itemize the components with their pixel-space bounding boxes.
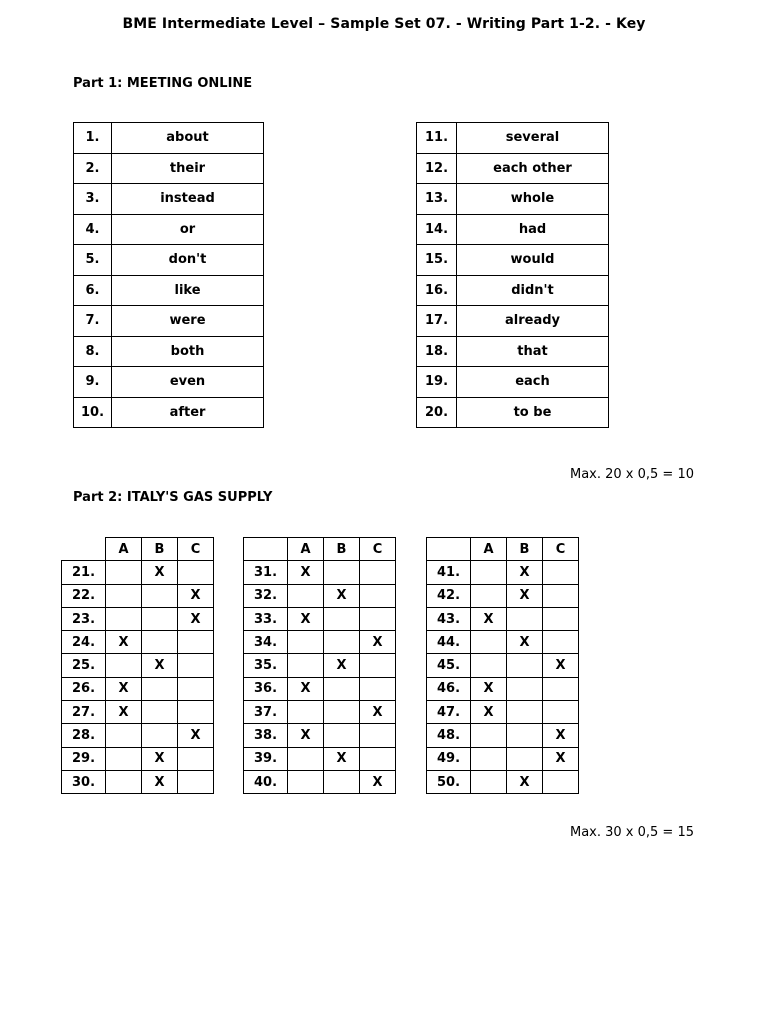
option-cell-b bbox=[507, 677, 543, 700]
option-cell-a bbox=[471, 584, 507, 607]
option-cell-b bbox=[507, 747, 543, 770]
option-cell-a bbox=[288, 631, 324, 654]
answer-row bbox=[62, 677, 214, 700]
option-cell-b bbox=[507, 607, 543, 630]
item-number: 11. bbox=[417, 123, 457, 154]
item-number: 2. bbox=[74, 153, 112, 184]
option-cell-c bbox=[360, 724, 396, 747]
option-cell-c bbox=[360, 561, 396, 584]
grid-header-row bbox=[62, 538, 214, 561]
option-cell-a bbox=[106, 607, 142, 630]
part2-answer-grid-2 bbox=[243, 537, 396, 794]
option-cell-a: X bbox=[471, 677, 507, 700]
item-number: 43. bbox=[427, 607, 471, 630]
option-cell-c bbox=[360, 584, 396, 607]
option-cell-c: X bbox=[178, 584, 214, 607]
item-number: 40. bbox=[244, 770, 288, 793]
part1-max-score: Max. 20 x 0,5 = 10 bbox=[569, 467, 694, 482]
option-cell-b bbox=[507, 724, 543, 747]
answer-row bbox=[62, 747, 214, 770]
answer-row bbox=[62, 724, 214, 747]
answer-row bbox=[74, 184, 264, 215]
option-header: C bbox=[543, 538, 579, 561]
option-header: A bbox=[471, 538, 507, 561]
grid-corner-cell bbox=[62, 538, 106, 561]
document-title: BME Intermediate Level – Sample Set 07. - Writing Part 1-2. - Key bbox=[122, 16, 646, 32]
item-number: 14. bbox=[417, 214, 457, 245]
option-cell-b: X bbox=[507, 561, 543, 584]
option-cell-a bbox=[106, 724, 142, 747]
answer-word: their bbox=[112, 153, 264, 184]
answer-row bbox=[74, 153, 264, 184]
option-cell-b: X bbox=[324, 654, 360, 677]
item-number: 28. bbox=[62, 724, 106, 747]
item-number: 49. bbox=[427, 747, 471, 770]
item-number: 32. bbox=[244, 584, 288, 607]
option-cell-b: X bbox=[142, 654, 178, 677]
answer-row bbox=[427, 561, 579, 584]
answer-row bbox=[417, 123, 609, 154]
answer-row bbox=[74, 245, 264, 276]
option-cell-c bbox=[178, 770, 214, 793]
item-number: 46. bbox=[427, 677, 471, 700]
answer-row bbox=[62, 584, 214, 607]
option-cell-a bbox=[471, 631, 507, 654]
option-cell-c bbox=[360, 654, 396, 677]
option-cell-c: X bbox=[360, 770, 396, 793]
option-cell-a bbox=[106, 654, 142, 677]
option-cell-b bbox=[324, 677, 360, 700]
option-cell-c bbox=[543, 607, 579, 630]
option-cell-a: X bbox=[106, 677, 142, 700]
item-number: 19. bbox=[417, 367, 457, 398]
option-cell-a: X bbox=[471, 607, 507, 630]
option-cell-b bbox=[142, 631, 178, 654]
option-cell-b: X bbox=[142, 770, 178, 793]
answer-word: several bbox=[457, 123, 609, 154]
answer-word: instead bbox=[112, 184, 264, 215]
answer-word: or bbox=[112, 214, 264, 245]
option-cell-c bbox=[360, 607, 396, 630]
option-cell-c bbox=[178, 654, 214, 677]
item-number: 30. bbox=[62, 770, 106, 793]
option-cell-a bbox=[288, 770, 324, 793]
item-number: 36. bbox=[244, 677, 288, 700]
answer-row bbox=[417, 275, 609, 306]
option-cell-b bbox=[324, 770, 360, 793]
part1-answer-table-left bbox=[73, 122, 264, 428]
item-number: 35. bbox=[244, 654, 288, 677]
option-cell-b: X bbox=[507, 770, 543, 793]
option-cell-c bbox=[178, 561, 214, 584]
item-number: 8. bbox=[74, 336, 112, 367]
item-number: 37. bbox=[244, 701, 288, 724]
answer-row bbox=[62, 607, 214, 630]
option-cell-b: X bbox=[142, 561, 178, 584]
item-number: 17. bbox=[417, 306, 457, 337]
option-cell-a bbox=[471, 654, 507, 677]
item-number: 20. bbox=[417, 397, 457, 428]
option-cell-c bbox=[178, 747, 214, 770]
answer-row bbox=[244, 654, 396, 677]
option-cell-c: X bbox=[178, 724, 214, 747]
option-cell-a bbox=[288, 654, 324, 677]
answer-word: to be bbox=[457, 397, 609, 428]
answer-row bbox=[74, 123, 264, 154]
answer-row bbox=[417, 367, 609, 398]
item-number: 48. bbox=[427, 724, 471, 747]
option-cell-b bbox=[324, 561, 360, 584]
item-number: 34. bbox=[244, 631, 288, 654]
answer-row bbox=[74, 306, 264, 337]
answer-row bbox=[417, 153, 609, 184]
answer-row bbox=[244, 770, 396, 793]
answer-row bbox=[417, 184, 609, 215]
item-number: 27. bbox=[62, 701, 106, 724]
answer-row bbox=[427, 770, 579, 793]
answer-word: had bbox=[457, 214, 609, 245]
item-number: 6. bbox=[74, 275, 112, 306]
answer-row bbox=[244, 631, 396, 654]
item-number: 41. bbox=[427, 561, 471, 584]
option-cell-c: X bbox=[543, 724, 579, 747]
answer-word: don't bbox=[112, 245, 264, 276]
answer-row bbox=[427, 747, 579, 770]
option-cell-a: X bbox=[288, 677, 324, 700]
answer-row bbox=[417, 245, 609, 276]
item-number: 38. bbox=[244, 724, 288, 747]
option-cell-b bbox=[324, 701, 360, 724]
option-cell-c: X bbox=[360, 631, 396, 654]
option-cell-b: X bbox=[324, 747, 360, 770]
option-cell-b bbox=[142, 701, 178, 724]
option-header: B bbox=[142, 538, 178, 561]
item-number: 9. bbox=[74, 367, 112, 398]
answer-row bbox=[74, 275, 264, 306]
option-cell-c: X bbox=[543, 747, 579, 770]
item-number: 45. bbox=[427, 654, 471, 677]
option-header: B bbox=[324, 538, 360, 561]
option-cell-a bbox=[288, 701, 324, 724]
answer-row bbox=[427, 701, 579, 724]
answer-word: each bbox=[457, 367, 609, 398]
option-cell-c bbox=[178, 701, 214, 724]
part2-max-score: Max. 30 x 0,5 = 15 bbox=[569, 825, 694, 840]
option-cell-b: X bbox=[507, 584, 543, 607]
item-number: 44. bbox=[427, 631, 471, 654]
answer-word: would bbox=[457, 245, 609, 276]
item-number: 29. bbox=[62, 747, 106, 770]
grid-header-row bbox=[244, 538, 396, 561]
answer-row bbox=[74, 336, 264, 367]
option-header: A bbox=[106, 538, 142, 561]
grid-corner-cell bbox=[244, 538, 288, 561]
option-cell-c bbox=[543, 770, 579, 793]
answer-row bbox=[244, 701, 396, 724]
answer-row bbox=[417, 214, 609, 245]
item-number: 47. bbox=[427, 701, 471, 724]
item-number: 7. bbox=[74, 306, 112, 337]
answer-row bbox=[62, 631, 214, 654]
option-cell-b: X bbox=[142, 747, 178, 770]
part2-answer-grid-3 bbox=[426, 537, 579, 794]
item-number: 1. bbox=[74, 123, 112, 154]
answer-row bbox=[427, 724, 579, 747]
option-cell-a: X bbox=[106, 631, 142, 654]
item-number: 10. bbox=[74, 397, 112, 428]
option-cell-b bbox=[324, 631, 360, 654]
answer-row bbox=[62, 770, 214, 793]
answer-row bbox=[74, 397, 264, 428]
answer-row bbox=[74, 367, 264, 398]
option-header: C bbox=[178, 538, 214, 561]
answer-word: whole bbox=[457, 184, 609, 215]
answer-row bbox=[427, 607, 579, 630]
option-cell-c bbox=[360, 677, 396, 700]
answer-row bbox=[427, 677, 579, 700]
option-cell-c bbox=[543, 701, 579, 724]
part2-heading: Part 2: ITALY'S GAS SUPPLY bbox=[73, 490, 273, 505]
answer-row bbox=[74, 214, 264, 245]
answer-word: like bbox=[112, 275, 264, 306]
option-cell-b bbox=[507, 701, 543, 724]
option-cell-b bbox=[142, 607, 178, 630]
item-number: 21. bbox=[62, 561, 106, 584]
item-number: 3. bbox=[74, 184, 112, 215]
option-cell-a: X bbox=[288, 724, 324, 747]
answer-word: that bbox=[457, 336, 609, 367]
item-number: 22. bbox=[62, 584, 106, 607]
answer-word: about bbox=[112, 123, 264, 154]
answer-word: even bbox=[112, 367, 264, 398]
option-cell-c bbox=[543, 561, 579, 584]
option-cell-a: X bbox=[471, 701, 507, 724]
option-header: B bbox=[507, 538, 543, 561]
answer-row bbox=[62, 654, 214, 677]
option-cell-a: X bbox=[288, 561, 324, 584]
answer-row bbox=[62, 701, 214, 724]
option-cell-a: X bbox=[288, 607, 324, 630]
grid-corner-cell bbox=[427, 538, 471, 561]
option-cell-b bbox=[324, 607, 360, 630]
option-cell-b bbox=[142, 584, 178, 607]
answer-word: each other bbox=[457, 153, 609, 184]
item-number: 18. bbox=[417, 336, 457, 367]
item-number: 23. bbox=[62, 607, 106, 630]
answer-word: already bbox=[457, 306, 609, 337]
item-number: 50. bbox=[427, 770, 471, 793]
answer-row bbox=[62, 561, 214, 584]
option-cell-a bbox=[106, 770, 142, 793]
item-number: 5. bbox=[74, 245, 112, 276]
answer-row bbox=[427, 631, 579, 654]
option-cell-c bbox=[543, 631, 579, 654]
option-cell-c: X bbox=[360, 701, 396, 724]
item-number: 42. bbox=[427, 584, 471, 607]
option-cell-c bbox=[178, 631, 214, 654]
option-cell-c bbox=[178, 677, 214, 700]
answer-row bbox=[427, 654, 579, 677]
option-cell-b bbox=[507, 654, 543, 677]
option-cell-b bbox=[324, 724, 360, 747]
item-number: 25. bbox=[62, 654, 106, 677]
answer-word: didn't bbox=[457, 275, 609, 306]
item-number: 12. bbox=[417, 153, 457, 184]
option-cell-b bbox=[142, 677, 178, 700]
item-number: 26. bbox=[62, 677, 106, 700]
option-cell-a bbox=[471, 561, 507, 584]
answer-row bbox=[244, 747, 396, 770]
option-cell-a bbox=[106, 584, 142, 607]
grid-header-row bbox=[427, 538, 579, 561]
item-number: 16. bbox=[417, 275, 457, 306]
answer-row bbox=[244, 677, 396, 700]
item-number: 4. bbox=[74, 214, 112, 245]
answer-row bbox=[427, 584, 579, 607]
option-cell-a bbox=[471, 747, 507, 770]
answer-word: after bbox=[112, 397, 264, 428]
option-cell-b: X bbox=[324, 584, 360, 607]
answer-row bbox=[244, 724, 396, 747]
answer-word: both bbox=[112, 336, 264, 367]
option-cell-a bbox=[471, 724, 507, 747]
option-cell-b: X bbox=[507, 631, 543, 654]
answer-row bbox=[417, 397, 609, 428]
answer-row bbox=[417, 306, 609, 337]
option-cell-c bbox=[543, 584, 579, 607]
option-cell-a bbox=[471, 770, 507, 793]
part2-answer-grid-1 bbox=[61, 537, 214, 794]
item-number: 24. bbox=[62, 631, 106, 654]
answer-row bbox=[244, 561, 396, 584]
option-cell-a bbox=[106, 747, 142, 770]
option-cell-c: X bbox=[178, 607, 214, 630]
answer-row bbox=[244, 607, 396, 630]
answer-word: were bbox=[112, 306, 264, 337]
part1-heading: Part 1: MEETING ONLINE bbox=[73, 76, 253, 91]
answer-row bbox=[244, 584, 396, 607]
option-cell-a bbox=[288, 584, 324, 607]
item-number: 31. bbox=[244, 561, 288, 584]
part1-answer-table-right bbox=[416, 122, 609, 428]
item-number: 39. bbox=[244, 747, 288, 770]
option-cell-a bbox=[106, 561, 142, 584]
option-cell-a bbox=[288, 747, 324, 770]
item-number: 15. bbox=[417, 245, 457, 276]
item-number: 33. bbox=[244, 607, 288, 630]
answer-row bbox=[417, 336, 609, 367]
option-cell-b bbox=[142, 724, 178, 747]
option-header: C bbox=[360, 538, 396, 561]
option-header: A bbox=[288, 538, 324, 561]
option-cell-a: X bbox=[106, 701, 142, 724]
option-cell-c bbox=[360, 747, 396, 770]
option-cell-c bbox=[543, 677, 579, 700]
option-cell-c: X bbox=[543, 654, 579, 677]
item-number: 13. bbox=[417, 184, 457, 215]
